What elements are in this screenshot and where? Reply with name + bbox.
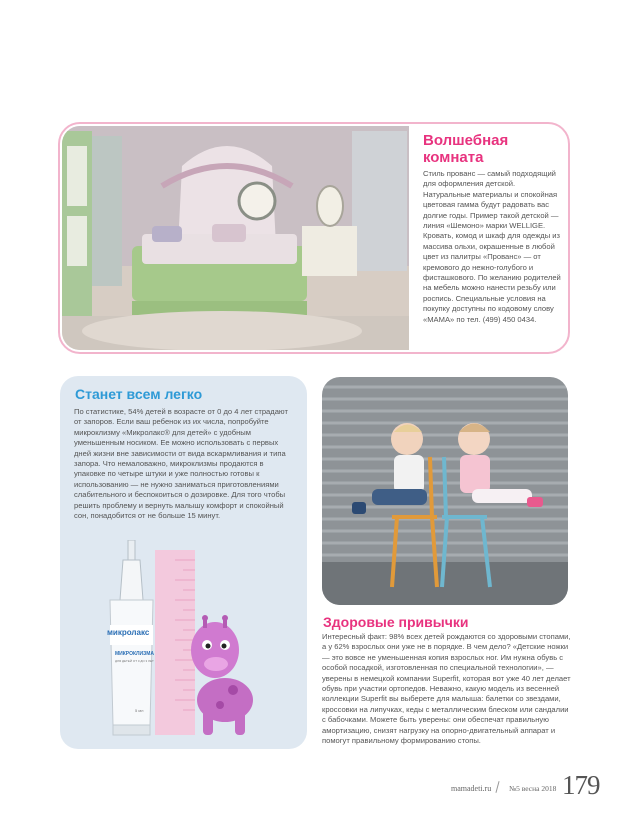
article3-body: Интересный факт: 98% всех детей рождаются со здоровыми стопами, а у 62% взрослых они уже не в порядке. В чем дело? «Детские ножки — это вовсе не уменьшенная копия взрослых ног. Им нужна обувь с особой посадкой, изготовленная по специальной технологии», — уверены в немецкой компании Superfit, которая вот уже 40 лет делает обувь при участии ортопедов. Неважно, какую модель из весенней коллекции Superfit вы выберете для малыша: балетки со звездами, кроссовки на липучках, кеды с металлическим блеском или сандалии с бабочками. Можете быть уверены: они обеспечат правильную амортизацию, снизят нагрузку на опорно-двигательный аппарат и помогут правильному формированию стопы. [322,632,571,746]
footer-issue: №5 весна 2018 [509,784,557,793]
article3-title: Здоровые привычки [323,614,469,630]
footer-separator [495,781,499,793]
footer-site: mamadeti.ru [451,784,492,793]
bedroom-photo [62,126,409,350]
kids-photo [322,377,568,605]
product-illustration [95,540,275,745]
article2-title: Станет всем легко [75,386,203,402]
product-sub: ДЛЯ ДЕТЕЙ ОТ 0 ДО 3 ЛЕТ [115,659,154,663]
page-number: 179 [562,770,600,800]
product-size: 5 мл [135,708,144,713]
article2-body: По статистике, 54% детей в возрасте от 0 до 4 лет страдают от запоров. Если ваш ребенок из их числа, попробуйте микроклизму «Микролакс® для детей» с удобным уменьшенным носиком. Ее можно использовать с первых дней жизни вне зависимости от вида вскармливания и типа запора. Что немаловажно, микроклизмы продаются в упаковке по четыре штуки и уже полностью готовы к использованию — не нужно заниматься приготовлениями слабительного и беспокоиться о дозировке. Для того чтобы решить проблему и вернуть малышу комфорт и спокойный сон, понадобится от не больше 15 минут. [74,407,288,521]
article1-title: Волшебная комната [423,132,509,166]
product-brand: микролакс [107,628,150,637]
article1-body: Стиль прованс — самый подходящий для оформления детской. Натуральные материалы и спокойная цветовая гамма будут радовать вас долгие годы. Пример такой детской — линия «Шемоно» марки WELLIGE. Кровать, комод и шкаф для одежды из массива ольхи, окрашенные в любой цвет из палитры «Прованс» — от кремового до нежно-голубого и фисташкового. По желанию родителей на мебель можно нанести резьбу или роспись. Специальные условия на покупку доступны по кодовому слову «МАМА» по тел. (499) 450 0434. [423,169,561,324]
product-name: МИКРОКЛИЗМА [115,651,155,657]
